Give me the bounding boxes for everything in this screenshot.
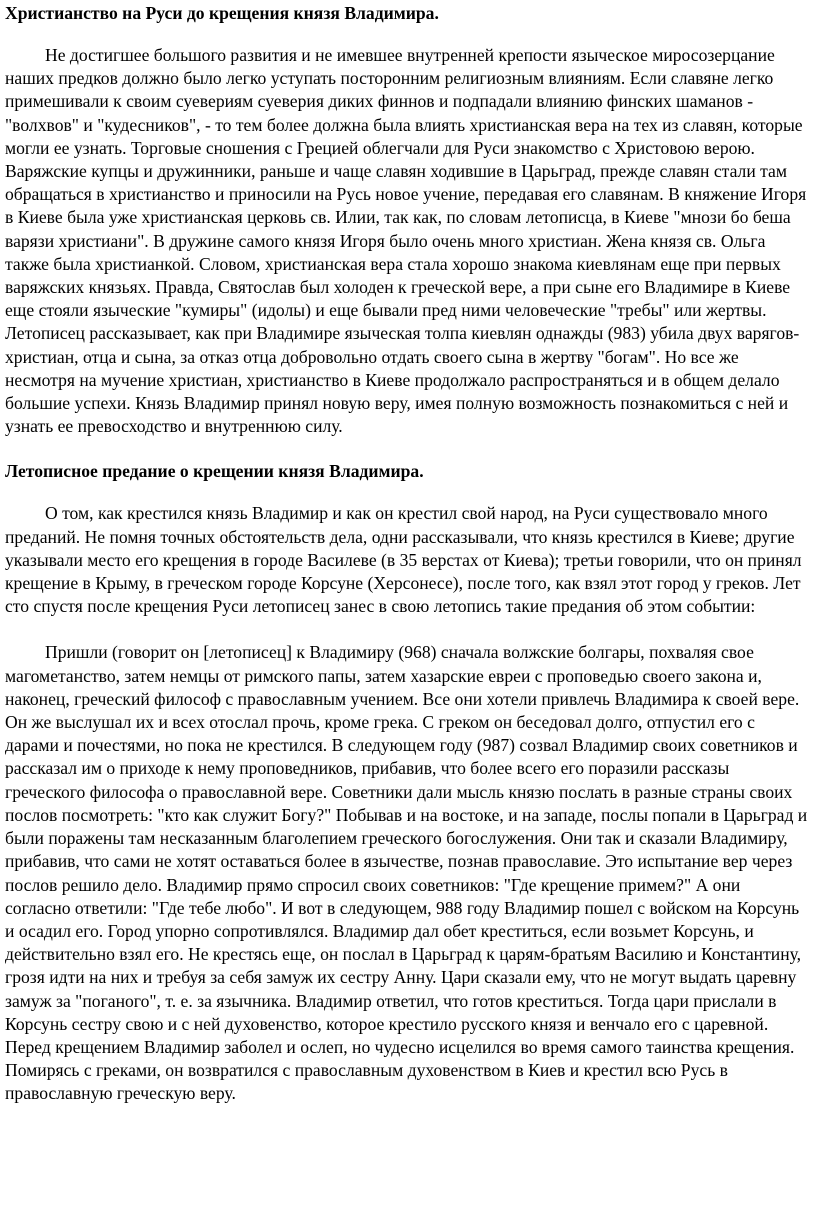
section-heading-christianity-before-baptism: Христианство на Руси до крещения князя Владимира.	[5, 3, 439, 23]
paragraph-chronicle-account: Пришли (говорит он [летописец] к Владимиру (968) сначала волжские болгары, похваляя свое магометанство, затем немцы от римского папы, затем хазарские евреи с проповедью своего закона и, наконец, греческий философ с православным учением. Все они хотели привлечь Владимира к своей вере. Он же выслушал их и всех отослал прочь, кроме грека. С греком он беседовал долго, отпустил его с дарами и почестями, но пока не крестился. В следующем году (987) созвал Владимир своих советников и рассказал им о приходе к нему проповедников, прибавив, что более всего его поразили рассказы греческого философа о православной вере. Советники дали мысль князю послать в разные страны своих послов посмотреть: "кто как служит Богу?" Побывав и на востоке, и на западе, послы попали в Царьград и были поражены там несказанным благолепием греческого богослужения. Они так и сказали Владимиру, прибавив, что сами не хотят оставаться более в язычестве, познав православие. Это испытание вер через послов решило дело. Владимир прямо спросил своих советников: "Где крещение примем?" А они согласно ответили: "Где тебе любо". И вот в следующем, 988 году Владимир пошел с войском на Корсунь и осадил его. Город упорно сопротивлялся. Владимир дал обет креститься, если возьмет Корсунь, и действительно взял его. Не крестясь еще, он послал в Царьград к царям-братьям Василию и Константину, грозя идти на них и требуя за себя замуж их сестру Анну. Цари сказали ему, что не могут выдать царевну замуж за "поганого", т. е. за язычника. Владимир ответил, что готов креститься. Тогда цари прислали в Корсунь сестру свою и с ней духовенство, которое крестило русского князя и венчало его с царевной. Перед крещением Владимир заболел и ослеп, но чудесно исцелился во время самого таинства крещения. Помирясь с греками, он возвратился с православным духовенством в Киев и крестил всю Русь в православную греческую веру.	[5, 642, 808, 1104]
paragraph-baptism-legends: О том, как крестился князь Владимир и как он крестил свой народ, на Руси существовало много преданий. Не помня точных обстоятельств дела, одни рассказывали, что князь крестился в Киеве; другие указывали место его крещения в городе Василеве (в 35 верстах от Киева); третьи говорили, что он принял крещение в Крыму, в греческом городе Корсуне (Херсонесе), после того, как взял этот город у греков. Лет сто спустя после крещения Руси летописец занес в свою летопись такие предания об этом событии:	[5, 503, 802, 617]
spacer	[5, 25, 810, 44]
spacer	[5, 618, 810, 641]
paragraph-christianity-before-baptism: Не достигшее большого развития и не имевшее внутренней крепости языческое миросозерцание наших предков должно было легко уступать посторонним религиозным влияниям. Если славяне легко примешивали к своим суевериям суеверия диких финнов и подпадали влиянию финских шаманов - "волхвов" и "кудесников", - то тем более должна была влиять христианская вера на тех из славян, которые могли ее узнать. Торговые сношения с Грецией облегчали для Руси знакомство с Христовою верою. Варяжские купцы и дружинники, раньше и чаще славян ходившие в Царьград, прежде славян стали там обращаться в христианство и приносили на Русь новое учение, передавая его славянам. В княжение Игоря в Киеве была уже христианская церковь св. Илии, так как, по словам летописца, в Киеве "мнози бо беша варязи христиани". В дружине самого князя Игоря было очень много христиан. Жена князя св. Ольга также была христианкой. Словом, христианская вера стала хорошо знакома киевлянам еще при первых варяжских князьях. Правда, Святослав был холоден к греческой вере, а при сыне его Владимире в Киеве еще стояли языческие "кумиры" (идолы) и еще бывали пред ними человеческие "требы" или жертвы. Летописец рассказывает, как при Владимире языческая толпа киевлян однажды (983) убила двух варягов-христиан, отца и сына, за отказ отца добровольно отдать своего сына в жертву "богам". Но все же несмотря на мучение христиан, христианство в Киеве продолжало распространяться и в общем делало большие успехи. Князь Владимир принял новую веру, имея полную возможность познакомиться с ней и узнать ее превосходство и внутреннюю силу.	[5, 45, 807, 437]
spacer	[5, 483, 810, 502]
spacer	[5, 438, 810, 460]
section-heading-chronicle-legend: Летописное предание о крещении князя Владимира.	[5, 461, 424, 482]
